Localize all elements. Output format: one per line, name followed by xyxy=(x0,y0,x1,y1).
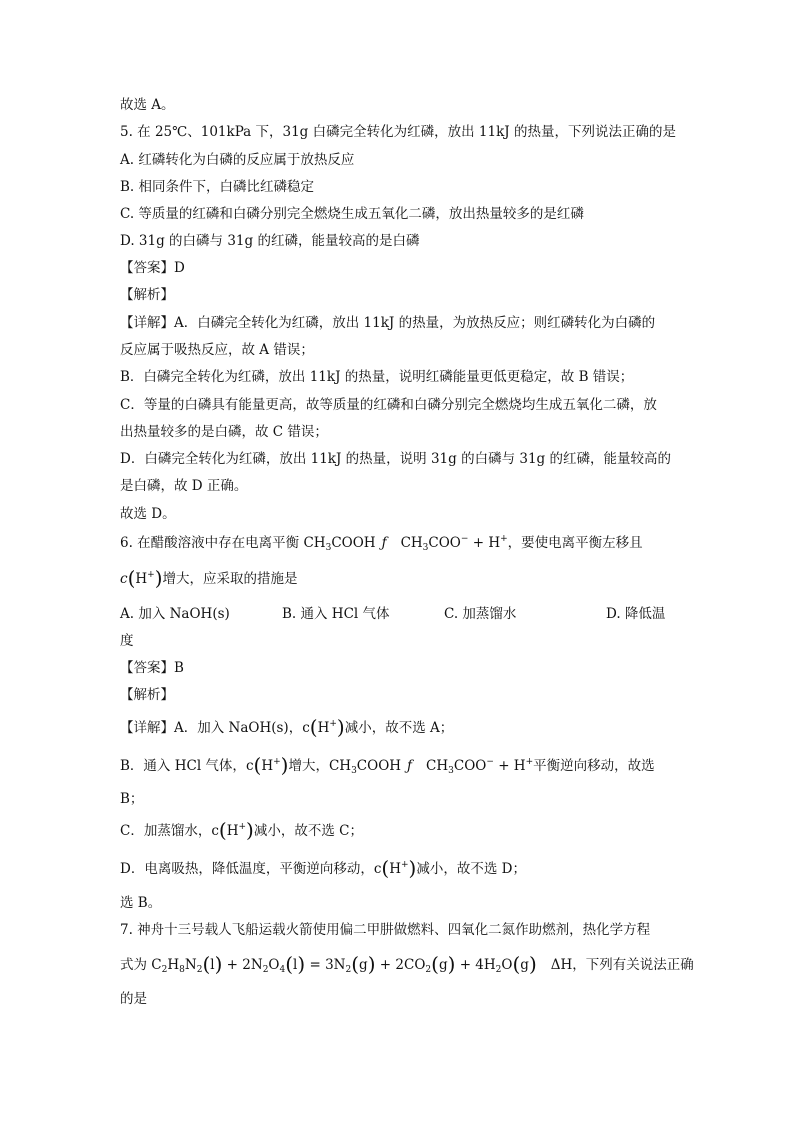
q6-option-d: D. 降低温 xyxy=(606,606,666,622)
q5-option-d: D. 31g 的白磷与 31g 的红磷，能量较高的是白磷 xyxy=(120,233,420,249)
q6-detail-b: B．通入 HCl 气体，c(H+)增大，$CH_3COOH$ ƒ $CH_3COO^- + H^+$平衡逆向移动，故选 xyxy=(120,753,655,777)
q5-detail-7: 是白磷，故 D 正确。 xyxy=(120,478,248,494)
q5-option-b: B. 相同条件下，白磷比红磷稳定 xyxy=(120,179,315,195)
q5-answer: 【答案】D xyxy=(120,260,185,276)
q6-options-row xyxy=(120,605,680,623)
q6-detail-a: 【详解】A．加入 NaOH(s)，c(H+)减小，故不选 A； xyxy=(120,715,454,739)
q6-option-c: C. 加蒸馏水 xyxy=(444,606,517,622)
q5-analysis-label: 【解析】 xyxy=(120,287,174,303)
question-7-equation: 式为 $C_2H_8N_2(l) + 2N_2O_4(l) = 3N_2(g) + 2CO_2(g) + 4H_2O(g)$ ΔH，下列有关说法正确 xyxy=(120,952,694,976)
q6-detail-d: D．电离吸热，降低温度，平衡逆向移动，c(H+)减小，故不选 D； xyxy=(120,856,526,880)
question-7-stem: 7. 神舟十三号载人飞船运载火箭使用偏二甲肼做燃料、四氧化二氮作助燃剂，热化学方程 xyxy=(120,922,651,938)
q6-option-d-wrap: 度 xyxy=(120,633,134,649)
question-6-stem-2: c(H+)增大，应采取的措施是 xyxy=(120,566,298,590)
q6-answer: 【答案】B xyxy=(120,660,184,676)
q5-detail-4: C．等量的白磷具有能量更高，故等质量的红磷和白磷分别完全燃烧均生成五氧化二磷，放 xyxy=(120,397,657,413)
q5-conclusion: 故选 D。 xyxy=(120,506,176,522)
formula-acetate: $CH_3COO^- + H^+$ xyxy=(400,534,508,553)
q5-option-c: C. 等质量的红磷和白磷分别完全燃烧生成五氧化二磷，放出热量较多的是红磷 xyxy=(120,206,584,222)
question-5-stem: 5. 在 25℃、101kPa 下，31g 白磷完全转化为红磷，放出 11kJ 的热量，下列说法正确的是 xyxy=(120,124,676,140)
q5-detail-2: 反应属于吸热反应，故 A 错误； xyxy=(120,342,314,358)
q5-detail-1: 【详解】A．白磷完全转化为红磷，放出 11kJ 的热量，为放热反应；则红磷转化为白磷的 xyxy=(120,315,656,331)
q6-option-b: B. 通入 HCl 气体 xyxy=(282,606,390,622)
q5-option-a: A. 红磷转化为白磷的反应属于放热反应 xyxy=(120,152,355,168)
q6-analysis-label: 【解析】 xyxy=(120,687,174,703)
q6-detail-c: C．加蒸馏水，c(H+)减小，故不选 C； xyxy=(120,818,363,842)
question-7-stem-end: 的是 xyxy=(120,991,147,1007)
q6-option-a: A. 加入 NaOH(s) xyxy=(120,606,230,622)
q5-detail-5: 出热量较多的是白磷，故 C 错误； xyxy=(120,424,328,440)
q6-conclusion: 选 B。 xyxy=(120,895,162,911)
text-line: 故选 A。 xyxy=(120,97,175,113)
q5-detail-6: D．白磷完全转化为红磷，放出 11kJ 的热量，说明 31g 的白磷与 31g 的红磷，能量较高的 xyxy=(120,451,671,467)
q5-detail-3: B．白磷完全转化为红磷，放出 11kJ 的热量，说明红磷能量更低更稳定，故 B 错误； xyxy=(120,369,634,385)
question-6-stem: 6. 在醋酸溶液中存在电离平衡 $CH_3COOH$ ƒ $CH_3COO^- + H^+$，要使电离平衡左移且 xyxy=(120,534,643,553)
formula-acetic-acid: $CH_3COOH$ xyxy=(303,535,376,553)
q6-detail-b-wrap: B； xyxy=(120,791,144,807)
